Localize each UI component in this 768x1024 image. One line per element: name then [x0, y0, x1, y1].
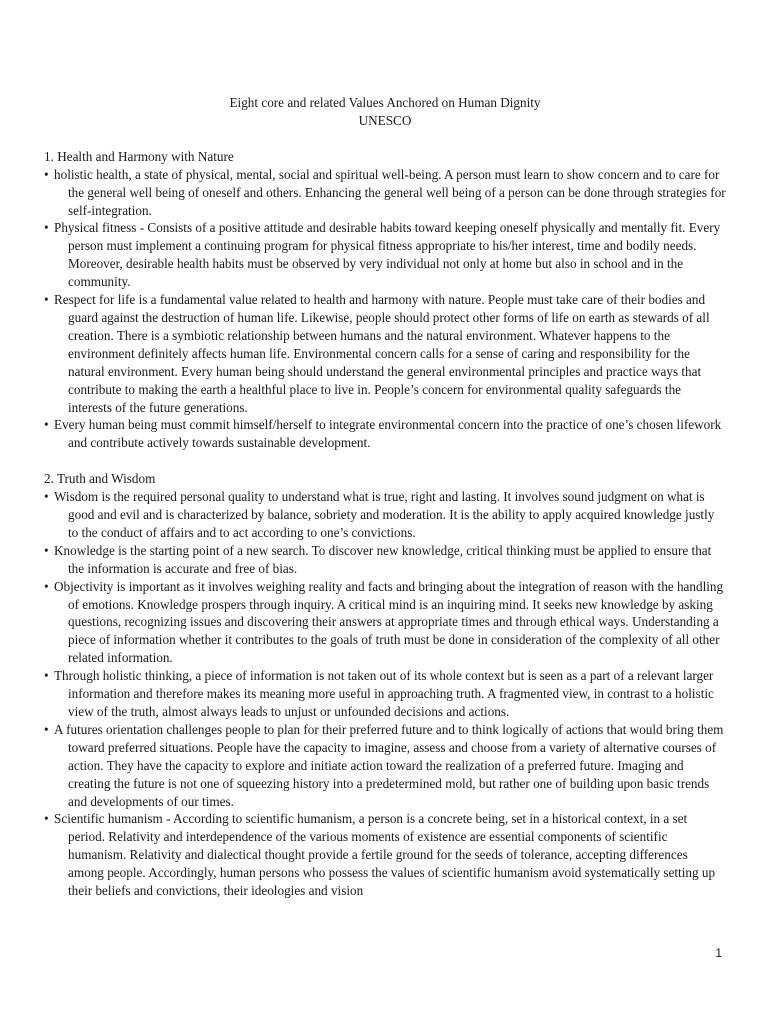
document-subtitle: UNESCO — [358, 112, 412, 128]
document-page — [44, 94, 726, 900]
bullet-icon: • — [44, 417, 49, 433]
list-item: • Objectivity is important as it involves weighing reality and facts and bringing about the integration of reason with the handling of emotions. Knowledge prospers through inquiry. A critical mind is an inquiring mind. It seeks new knowledge by asking questions, recognizing issues and discovering their answers at appropriate times and through ethical ways. Understanding a piece of information whether it contributes to the goals of truth must be done in consideration of the complexity of all other related information. — [44, 578, 724, 666]
bullet-icon: • — [44, 292, 49, 308]
page-number: 1 — [715, 946, 722, 960]
section-heading: 2. Truth and Wisdom — [44, 471, 156, 487]
section-health-harmony — [44, 148, 726, 452]
section-truth-wisdom — [44, 470, 726, 900]
list-item: • Scientific humanism - According to scientific humanism, a person is a concrete being, set in a historical context, in a set period. Relativity and interdependence of the various moments of existence are essential components of scientific humanism. Relativity and dialectical thought provide a fertile ground for the seeds of tolerance, accepting differences among people. Accordingly, human persons who possess the values of scientific humanism avoid systematically setting up their beliefs and convictions, their ideologies and vision — [44, 811, 716, 899]
list-item: • Wisdom is the required personal quality to understand what is true, right and lasting. It involves sound judgment on what is good and evil and is characterized by balance, sobriety and moderation. It is the ability to apply acquired knowledge justly to the conduct of affairs and to act according to one’s convictions. — [44, 489, 715, 540]
bullet-icon: • — [44, 220, 49, 236]
document-title: Eight core and related Values Anchored on Human Dignity — [229, 95, 541, 110]
bullet-icon: • — [44, 489, 49, 505]
bullet-icon: • — [44, 668, 49, 684]
list-item: • holistic health, a state of physical, mental, social and spiritual well-being. A person must learn to show concern and to care for the general well being of oneself and others. Enhancing the general well being of a person can be done through strategies for self-integration. — [44, 166, 726, 218]
list-item: • Respect for life is a fundamental value related to health and harmony with nature. People must take care of their bodies and guard against the destruction of human life. Likewise, people should protect other forms of life on earth as stewards of all creation. There is a symbiotic relationship between humans and the natural environment. Whatever happens to the environment definitely affects human life. Environmental concern calls for a sense of caring and responsibility for the natural environment. Every human being should understand the general environmental principles and practice ways that contribute to making the earth a healthful place to live in. People’s concern for environmental quality safeguards the interests of the future generations. — [44, 292, 710, 415]
list-item: • Through holistic thinking, a piece of information is not taken out of its whole context but is seen as a part of a relevant larger information and therefore makes its meaning more useful in approaching truth. A fragmented view, in contrast to a holistic view of the truth, almost always leads to unjust or unfounded decisions and actions. — [44, 668, 714, 719]
bullet-icon: • — [44, 578, 49, 594]
bullet-icon: • — [44, 721, 49, 737]
list-item: • Every human being must commit himself/herself to integrate environmental concern into the practice of one’s chosen lifework and contribute actively towards sustainable development. — [44, 417, 722, 451]
list-item: • A futures orientation challenges people to plan for their preferred future and to think logically of actions that would bring them toward preferred situations. People have the capacity to imagine, assess and choose from a variety of alternative courses of action. They have the capacity to explore and initiate action toward the realization of a preferred future. Imaging and creating the future is not one of squeezing history into a predetermined mold, but rather one of building upon basic trends and developments of our times. — [44, 721, 724, 809]
spacer — [44, 452, 726, 470]
spacer — [44, 130, 726, 148]
section-heading: 1. Health and Harmony with Nature — [44, 148, 234, 164]
list-item: • Knowledge is the starting point of a new search. To discover new knowledge, critical thinking must be applied to ensure that the information is accurate and free of bias. — [44, 542, 712, 576]
bullet-icon: • — [44, 811, 49, 827]
bullet-icon: • — [44, 542, 49, 558]
bullet-icon: • — [44, 166, 49, 182]
list-item: • Physical fitness - Consists of a positive attitude and desirable habits toward keeping oneself physically and mentally fit. Every person must implement a continuing program for physical fitness appropriate to his/her interest, time and bodily needs. Moreover, desirable health habits must be observed by very individual not only at home but also in school and in the community. — [44, 220, 721, 290]
